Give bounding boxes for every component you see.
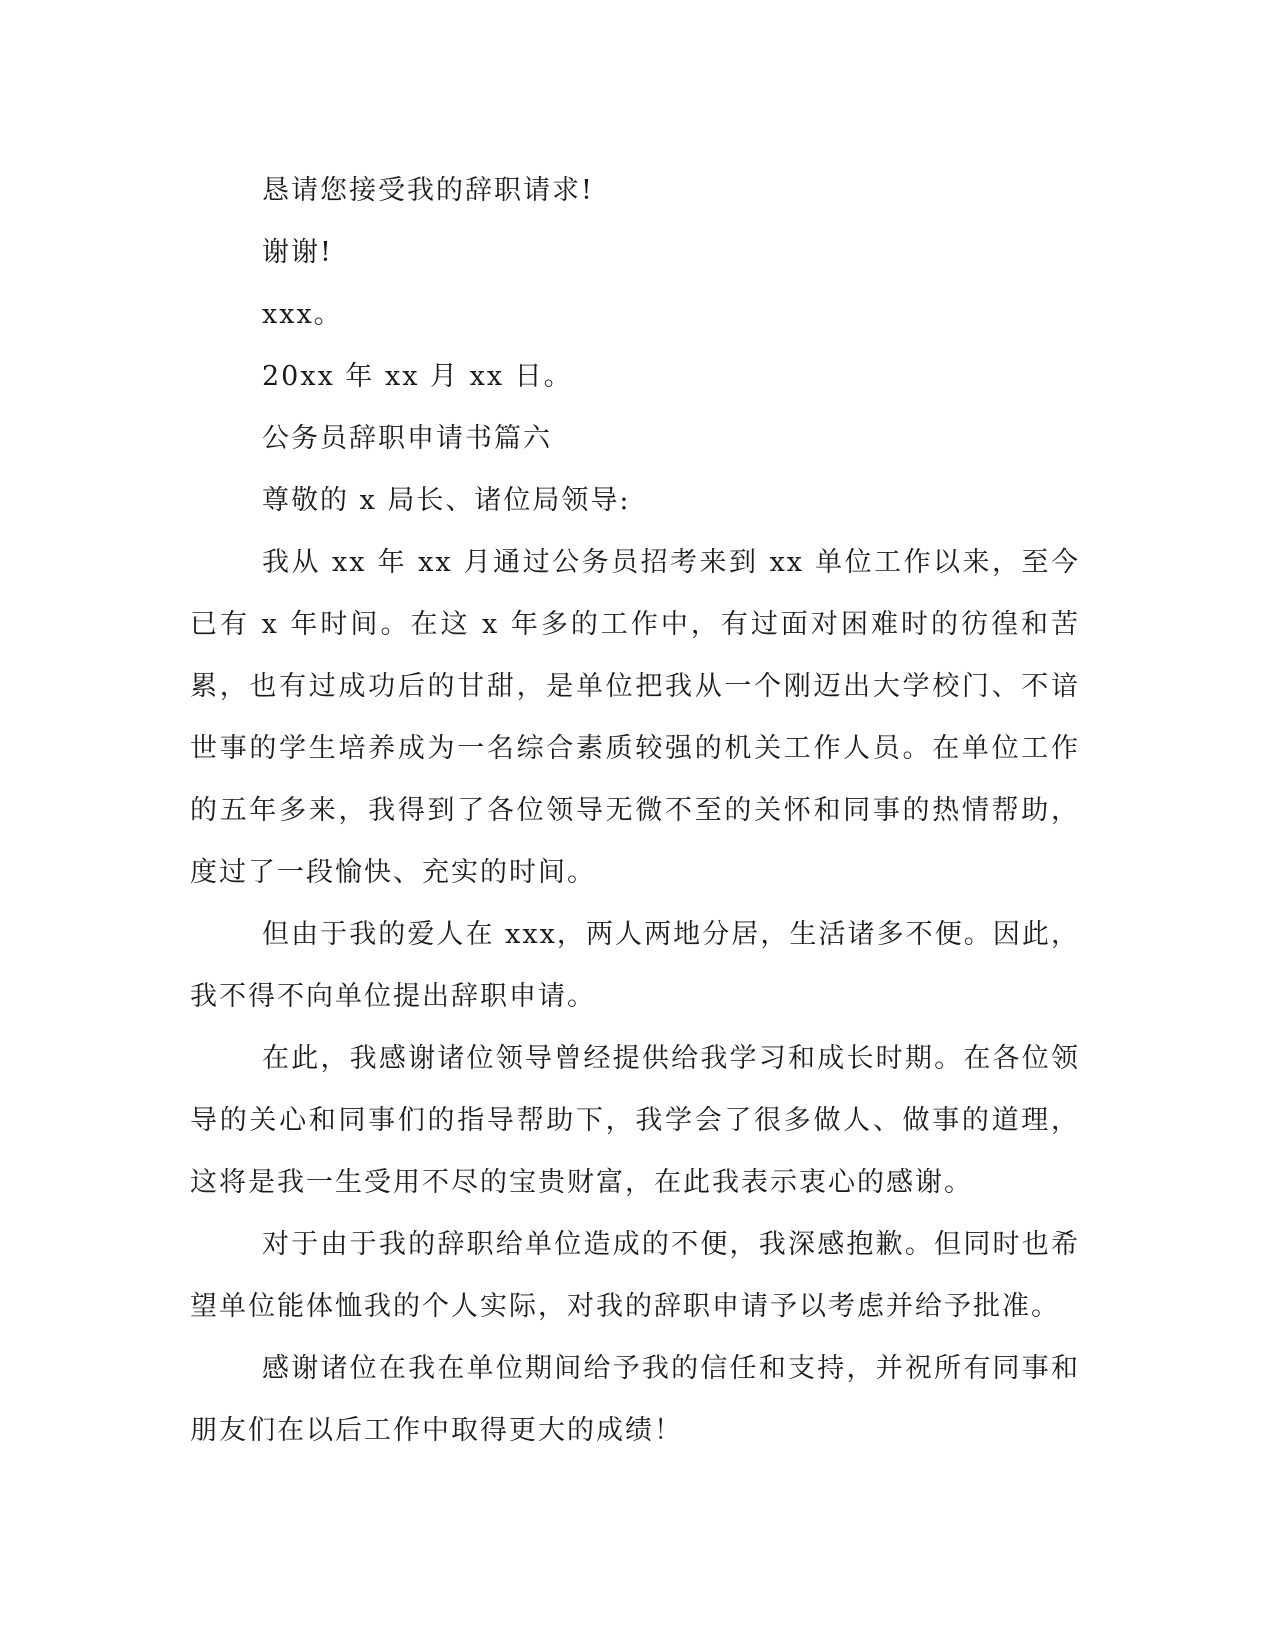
body-paragraph: 在此，我感谢诸位领导曾经提供给我学习和成长时期。在各位领导的关心和同事们的指导帮助下，我学会了很多做人、做事的道理，这将是我一生受用不尽的宝贵财富，在此我表示衷心的感谢。 (190, 1043, 1080, 1198)
salutation: 尊敬的 x 局长、诸位局领导: (262, 485, 631, 516)
closing-request: 恳请您接受我的辞职请求! (262, 175, 594, 206)
body-paragraph: 但由于我的爱人在 xxx，两人两地分居，生活诸多不便。因此，我不得不向单位提出辞职申请。 (190, 919, 1080, 1012)
body-paragraph: 对于由于我的辞职给单位造成的不便，我深感抱歉。但同时也希望单位能体恤我的个人实际，对我的辞职申请予以考虑并给予批准。 (190, 1229, 1080, 1322)
signature-date: 20xx 年 xx 月 xx 日。 (262, 361, 573, 392)
body-paragraph: 感谢诸位在我在单位期间给予我的信任和支持，并祝所有同事和朋友们在以后工作中取得更大的成绩！ (190, 1353, 1080, 1446)
signature-name: xxx。 (262, 299, 343, 330)
document-body (190, 160, 1080, 1462)
body-paragraph: 我从 xx 年 xx 月通过公务员招考来到 xx 单位工作以来，至今已有 x 年时间。在这 x 年多的工作中，有过面对困难时的彷徨和苦累，也有过成功后的甘甜，是单位把我从一个刚迈出大学校门、不谙世事的学生培养成为一名综合素质较强的机关工作人员。在单位工作的五年多来，我得到了各位领导无微不至的关怀和同事的热情帮助，度过了一段愉快、充实的时间。 (190, 547, 1080, 888)
closing-thanks: 谢谢! (262, 237, 333, 268)
section-title: 公务员辞职申请书篇六 (262, 423, 552, 454)
